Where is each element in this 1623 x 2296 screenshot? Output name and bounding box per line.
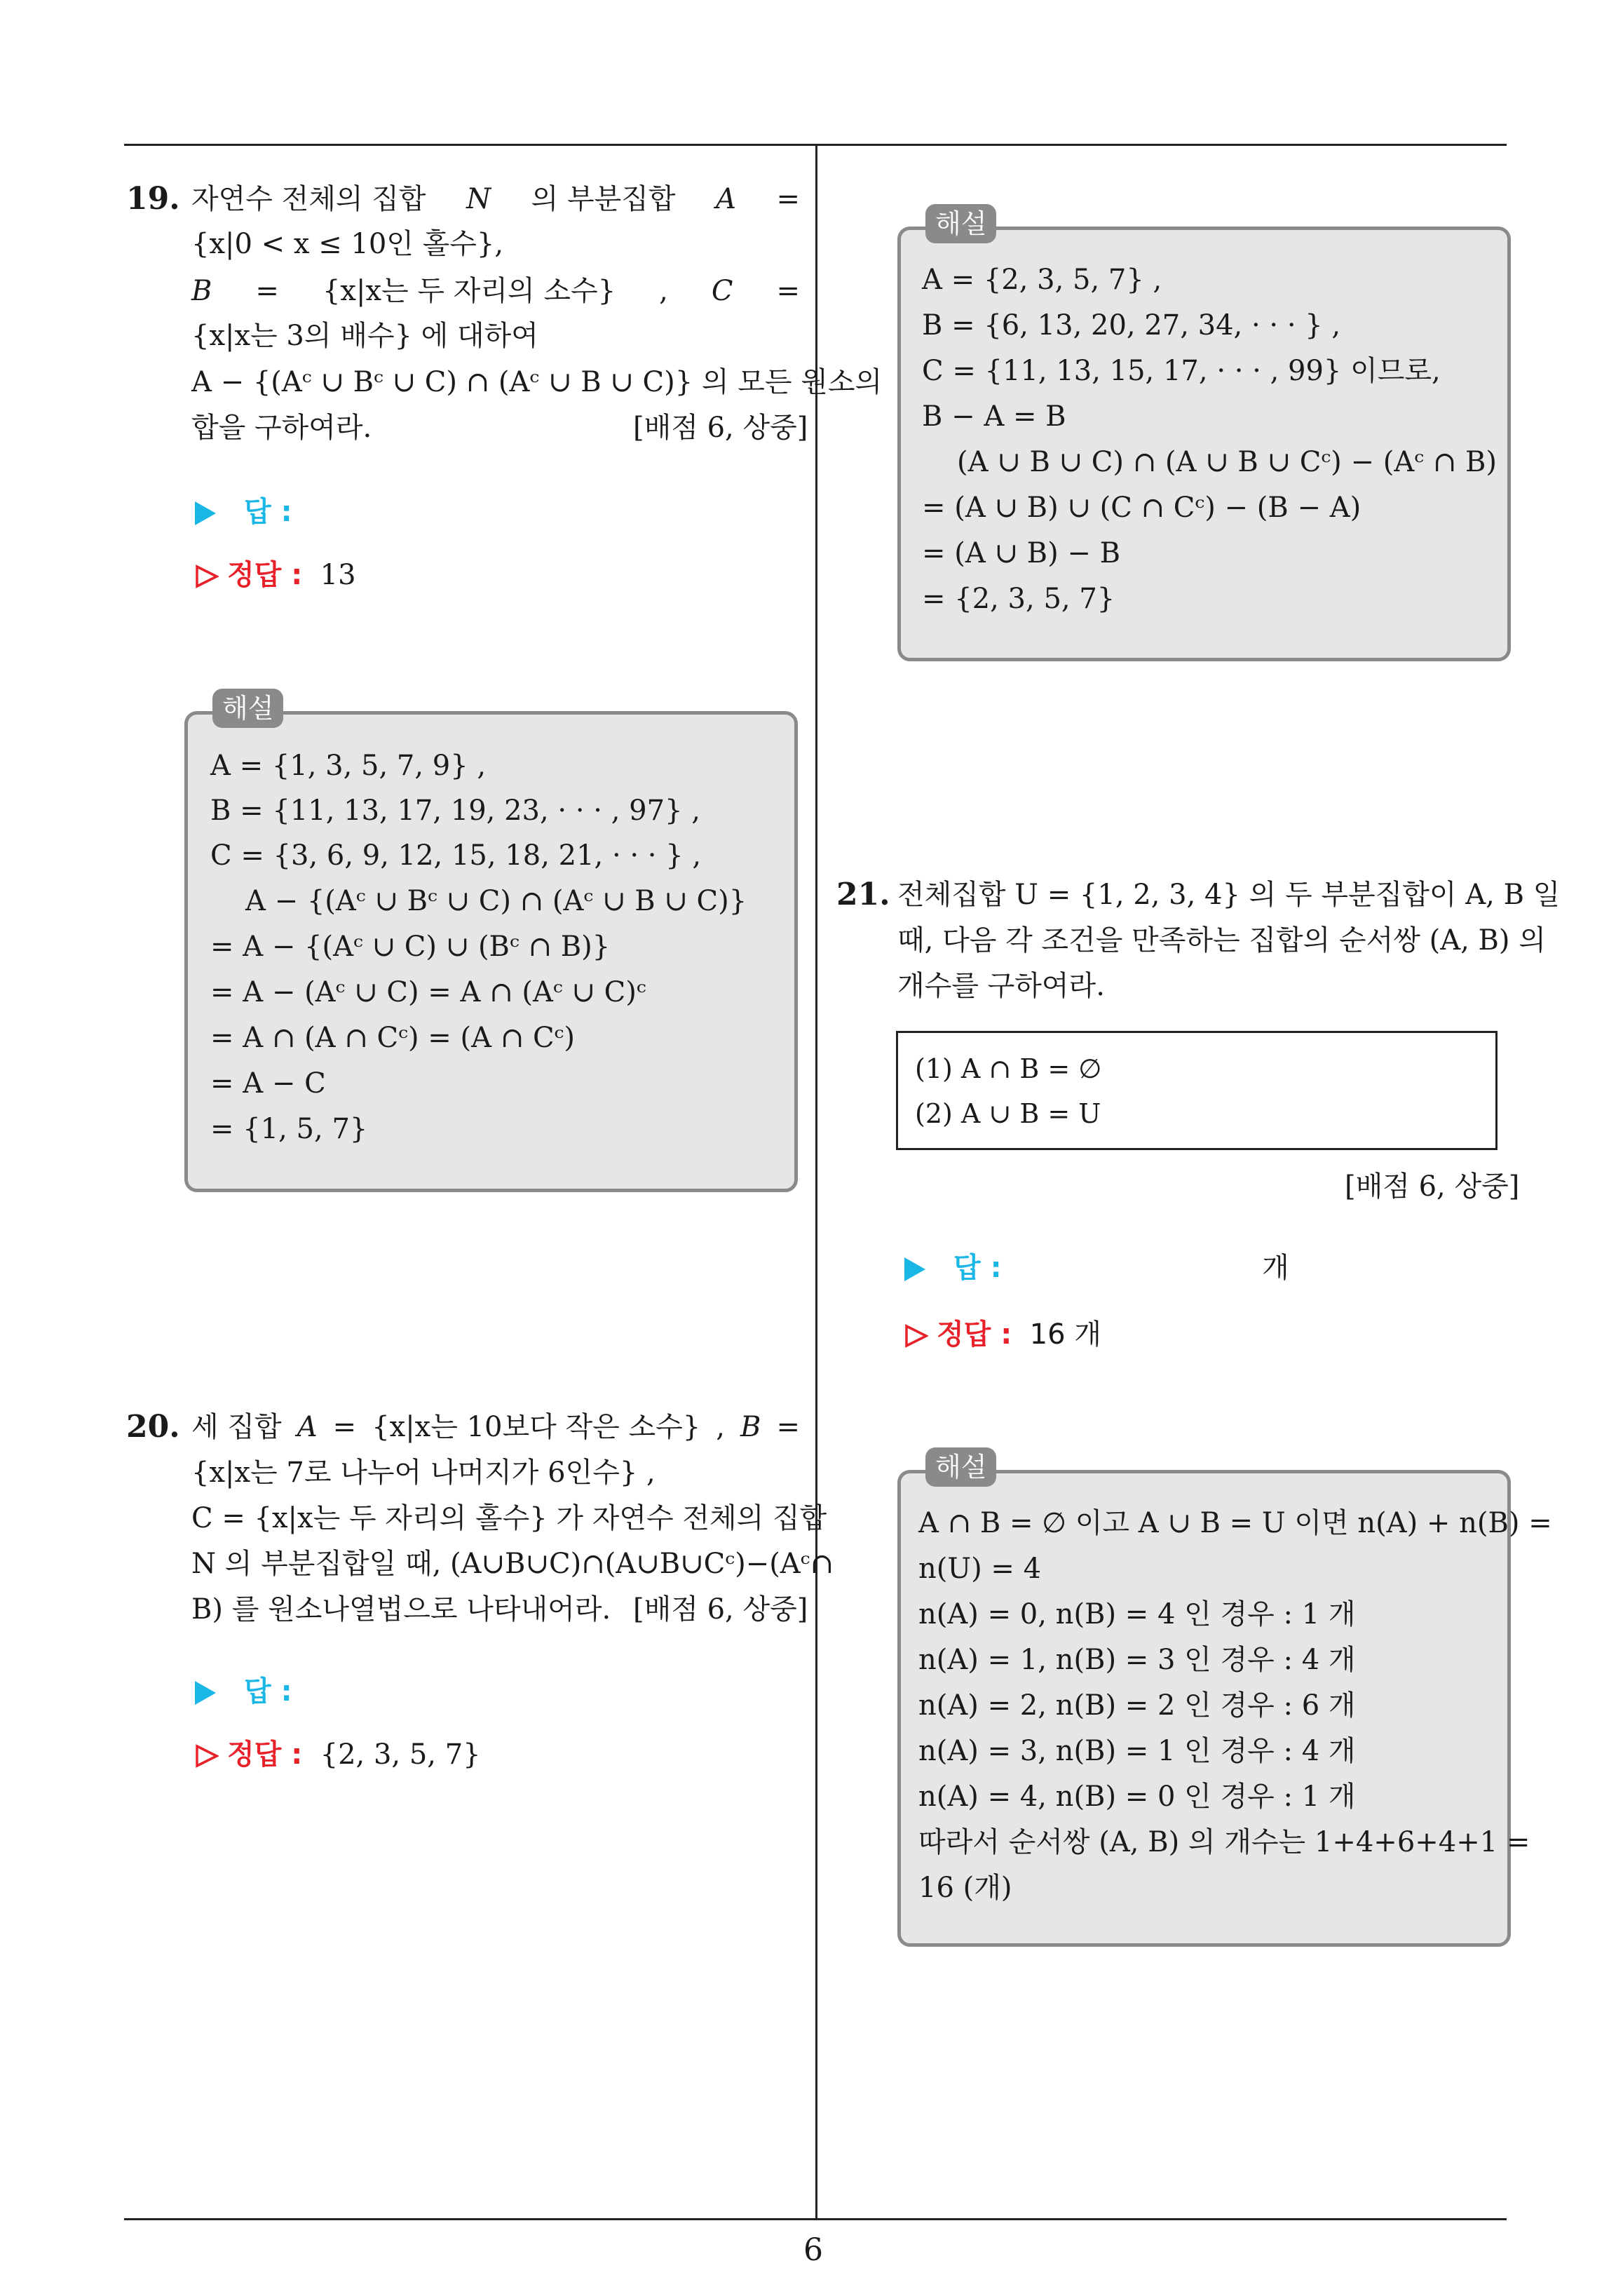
play-arrow-icon <box>195 1681 216 1705</box>
solution-line: B = {11, 13, 17, 19, 23, · · · , 97} , <box>210 795 700 827</box>
problem-number: 21. <box>836 877 890 912</box>
solution-tag: 해설 <box>925 204 996 243</box>
correct-answer-row: 정답 : {2, 3, 5, 7} <box>195 1734 481 1776</box>
answer-row: 답 : <box>195 491 292 533</box>
problem-text-line: 개수를 구하여라. <box>897 970 1105 1002</box>
condition-2: (2) A ∪ B = U <box>915 1098 1101 1129</box>
problem-text-line: 때, 다음 각 조건을 만족하는 집합의 순서쌍 (A, B) 의 <box>897 924 1546 957</box>
outline-arrow-icon <box>195 565 215 588</box>
problem-text-line: {x|0 < x ≤ 10인 홀수}, <box>191 228 504 260</box>
solution-line: = A − C <box>210 1067 326 1100</box>
solution-line: n(A) = 1, n(B) = 3 인 경우 : 4 개 <box>918 1644 1356 1676</box>
solution-line: C = {3, 6, 9, 12, 15, 18, 21, · · · } , <box>210 839 702 872</box>
solution-tag: 해설 <box>212 689 283 728</box>
solution-line: 따라서 순서쌍 (A, B) 의 개수는 1+4+6+4+1 = <box>918 1826 1530 1858</box>
answer-row: 답 : <box>195 1670 292 1713</box>
play-arrow-icon <box>195 501 216 525</box>
score-label: [배점 6, 상중] <box>633 412 808 444</box>
problem-number: 19. <box>126 181 180 217</box>
solution-tag: 해설 <box>925 1447 996 1487</box>
solution-line: C = {11, 13, 15, 17, · · · , 99} 이므로, <box>922 355 1441 387</box>
problem-text-line: 세 집합 A = {x|x는 10보다 작은 소수} , B = <box>191 1411 800 1443</box>
solution-line: = A ∩ (A ∩ Cᶜ) = (A ∩ Cᶜ) <box>210 1022 575 1054</box>
play-arrow-icon <box>904 1257 925 1281</box>
solution-line: n(A) = 3, n(B) = 1 인 경우 : 4 개 <box>918 1735 1356 1767</box>
problem-text-line: {x|x는 3의 배수} 에 대하여 <box>191 320 538 352</box>
solution-line: B = {6, 13, 20, 27, 34, · · · } , <box>922 309 1341 342</box>
page-number: 6 <box>803 2232 823 2268</box>
correct-answer-row: 정답 : 16 개 <box>904 1314 1101 1356</box>
column-divider <box>815 144 817 2220</box>
solution-line: n(U) = 4 <box>918 1553 1042 1585</box>
bottom-rule <box>124 2218 1507 2220</box>
solution-line: n(A) = 2, n(B) = 2 인 경우 : 6 개 <box>918 1689 1356 1722</box>
answer-row: 답 : <box>904 1247 1002 1289</box>
solution-line: A = {1, 3, 5, 7, 9} , <box>210 750 487 782</box>
score-label: [배점 6, 상중] <box>1345 1170 1520 1203</box>
problem-number: 20. <box>126 1409 180 1445</box>
solution-line: A − {(Aᶜ ∪ Bᶜ ∪ C) ∩ (Aᶜ ∪ B ∪ C)} <box>245 885 747 917</box>
solution-line: = A − {(Aᶜ ∪ C) ∪ (Bᶜ ∩ B)} <box>210 931 611 963</box>
problem-text-line: A − {(Aᶜ ∪ Bᶜ ∪ C) ∩ (Aᶜ ∪ B ∪ C)} 의 모든 원소의 <box>191 366 883 398</box>
problem-text-line: 전체집합 U = {1, 2, 3, 4} 의 두 부분집합이 A, B 일 <box>897 879 1561 911</box>
solution-line: = {1, 5, 7} <box>210 1113 368 1145</box>
outline-arrow-icon <box>904 1324 924 1348</box>
problem-text-line: C = {x|x는 두 자리의 홀수} 가 자연수 전체의 집합 <box>191 1502 827 1534</box>
solution-line: n(A) = 4, n(B) = 0 인 경우 : 1 개 <box>918 1781 1356 1813</box>
outline-arrow-icon <box>195 1744 215 1768</box>
problem-text-line: N 의 부분집합일 때, (A∪B∪C)∩(A∪B∪Cᶜ)−(Aᶜ∩ <box>191 1548 834 1580</box>
problem-text-line: 합을 구하여라. <box>191 412 372 444</box>
solution-line: n(A) = 0, n(B) = 4 인 경우 : 1 개 <box>918 1598 1356 1630</box>
condition-1: (1) A ∩ B = ∅ <box>915 1053 1102 1084</box>
solution-line: = A − (Aᶜ ∪ C) = A ∩ (Aᶜ ∪ C)ᶜ <box>210 976 646 1008</box>
solution-line: A = {2, 3, 5, 7} , <box>922 264 1162 296</box>
solution-line: B − A = B <box>922 400 1066 433</box>
problem-text-line: B) 를 원소나열법으로 나타내어라. <box>191 1593 611 1626</box>
problem-text-line: 자연수 전체의 집합 N 의 부분집합 A = <box>191 183 800 215</box>
solution-line: A ∩ B = ∅ 이고 A ∪ B = U 이면 n(A) + n(B) = <box>918 1507 1552 1539</box>
solution-line: = (A ∪ B) − B <box>922 537 1121 569</box>
solution-line: (A ∪ B ∪ C) ∩ (A ∪ B ∪ Cᶜ) − (Aᶜ ∩ B) <box>957 446 1497 478</box>
problem-text-line: {x|x는 7로 나누어 나머지가 6인수} , <box>191 1457 656 1489</box>
solution-line: = (A ∪ B) ∪ (C ∩ Cᶜ) − (B − A) <box>922 492 1361 524</box>
problem-text-line: B = {x|x는 두 자리의 소수} , C = <box>191 275 800 307</box>
correct-answer-row: 정답 : 13 <box>195 554 356 596</box>
score-label: [배점 6, 상중] <box>633 1593 808 1626</box>
answer-unit: 개 <box>1262 1252 1289 1284</box>
solution-line: = {2, 3, 5, 7} <box>922 583 1115 615</box>
solution-line: 16 (개) <box>918 1872 1012 1904</box>
